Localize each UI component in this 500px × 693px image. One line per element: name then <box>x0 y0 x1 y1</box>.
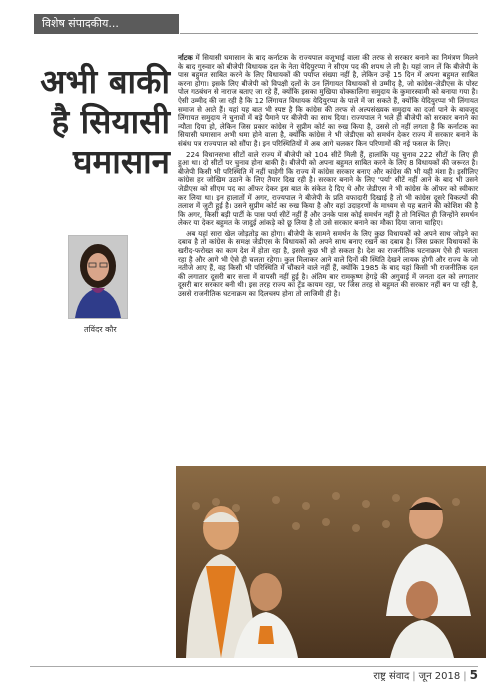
headline-line-1: अभी बाकी <box>40 62 170 101</box>
headline-line-3: घमासान <box>73 142 170 181</box>
section-label: विशेष संपादकीय... <box>34 14 179 34</box>
lead-word: र्नाटक <box>178 53 193 62</box>
page-number: 5 <box>469 668 478 682</box>
article-paragraph-2: 224 विधानसभा सीटों वाले राज्य में बीजेपी को 104 सीटें मिली हैं, हालांकि यह चुनाव 222 सीटों के लिए ही हुआ था। दो सीटों पर चुनाव होना बाकी है। बीजेपी को अपना बहुमत साबित करने के लिए 8 विधायकों की जरूरत है। बीजेपी किसी भी परिस्थिति में नहीं चाहेगी कि राज्य में कांग्रेस सरकार बनाए और कांग्रेस की भी यही मंशा है। इसीलिए कांग्रेस हर जोखिम उठाने के लिए तैयार दिख रही है। सरकार बनाने के लिए 'पर्या' सीटें नहीं आने के बाद भी उसने जेडीएस को सीएम पद का ऑफर देकर इस बात के संकेत दे दिए थे और जेडीएस ने भी कांग्रेस के ऑफर को स्वीकार कर लिया था। इन हालातों में अगर, राज्यपाल ने बीजेपी के प्रति वफादारी दिखाई है तो भी कांग्रेस दूसरे विकल्पों की तलाश में जुटी हुई है। उसने सुप्रीम कोर्ट का रुख किया है और वहां उदाहरणों के माध्यम से यह बताने की कोशिश की है कि अगर, किसी बड़ी पार्टी के पास पर्या सीटें नहीं हैं और उनके पास कोई समर्थन नहीं है तो निश्चित ही जिन्होंने समर्थन लेकर या देकर बहुमत के जादुई आंकड़े को छू लिया है तो उसे सरकार बनाने का मौका दिया जाना चाहिए। <box>178 149 478 228</box>
issue-date: जून 2018 <box>418 671 461 682</box>
author-caption: तविंदर कौर <box>84 325 117 334</box>
article-paragraph-1: र्नाटक में सियासी घमासान के बाद कर्नाटक के राज्यपाल वजूभाई वाला की तरफ से सरकार बनाने का निमंत्रण मिलने के बाद गुरुवार को बीजेपी विधायक दल के नेता येदियुरप्पा ने सीएम पद की शपथ ले ली है। यहां जान लें कि बीजेपी के पास बहुमत साबित करने के लिए विधायकों की पर्याप्त संख्या नहीं है, लेकिन उन्हें 15 दिन में अपना बहुमत साबित करना होगा। इसके लिए बीजेपी को विपक्षी दलों के उन लिंगायत विधायकों से उम्मीद है, जो कांग्रेस-जेडीएस के पोस्ट पोल गठबंधन से नाराज बताए जा रहे हैं, क्योंकि इसका मुखिया वोक्कालिगा समुदाय के कुमारस्वामी को बनाया गया है। ऐसी उम्मीद की जा रही है कि 12 लिंगायत विधायक येदियुरप्पा के पाले में जा सकते हैं, क्योंकि येदियुरप्पा भी लिंगायत समाज से आते हैं। यहां यह बात भी स्पष्ट है कि कांग्रेस की तरफ से अल्पसंख्यक समुदाय का दर्जा पाने के बावजूद लिंगायत समुदाय ने चुनावों में बड़े पैमाने पर बीजेपी का साथ दिया। राज्यपाल ने भले ही बीजेपी को सरकार बनाने का न्यौता दिया हो, लेकिन जिस प्रकार कांग्रेस ने सुप्रीम कोर्ट का रुख किया है, उससे तो नहीं लगता है कि कर्नाटक का सियासी घमासान अभी थमा होने वाला है, क्योंकि कांग्रेस ने भी जेडीएस को समर्थन देकर राज्य में सरकार बनाने के संबंध पत्र राज्यपाल को सौंपा है। इन परिस्थितियों में अब आगे चलकर किन परिणामों की नई फसल के लिए। <box>178 53 478 148</box>
headline <box>40 62 170 182</box>
page-footer: राष्ट्र संवाद | जून 2018 | 5 <box>373 668 478 682</box>
footer-divider <box>30 666 478 667</box>
magazine-name: राष्ट्र संवाद <box>373 671 410 682</box>
politicians-collage <box>176 466 486 658</box>
article-body <box>178 54 478 301</box>
article-paragraph-3: अब यहां सारा खेल जोड़तोड़ का होगा। बीजेपी के सामने समर्थन के लिए कुछ विधायकों को अपने साथ जोड़ने का दबाव है तो कांग्रेस के समक्ष जेडीएस के विधायकों को अपने साथ बनाए रखने का दबाव है। जिस प्रकार विधायकों के खरीद-फरोख्त का काम देश में होता रहा है, इससे कुछ भी हो सकता है। देश का राजनीतिक घटनाक्रम ऐसे ही चलता रहा है और आगे भी ऐसे ही चलता रहेगा। कुल मिलाकर आने वाले दिनों की स्थिति देखने लायक होगी और राज्य के जो नतीजे आए हैं, वह किसी भी परिस्थिति में चौंकाने वाले नहीं हैं, क्योंकि 1985 के बाद यहां किसी भी राजनीतिक दल की लगातार दूसरी बार सत्ता में वापसी नहीं हुई है। अंतिम बार रामकृष्ण हेगड़े की अगुवाई में जनता दल को लगातार दूसरी बार सरकार बनी थी। इस तरह राज्य का ट्रेंड कायम रहा, पर जिस तरह से बहुमत की सरकार नहीं बन पा रही है, उससे राजनीतिक घटनाक्रम का दिलचस्प होना तो लाजिमी ही है। <box>178 228 478 299</box>
section-divider <box>180 33 478 34</box>
headline-line-2: है सियासी <box>51 102 170 141</box>
author-photo <box>68 235 128 319</box>
